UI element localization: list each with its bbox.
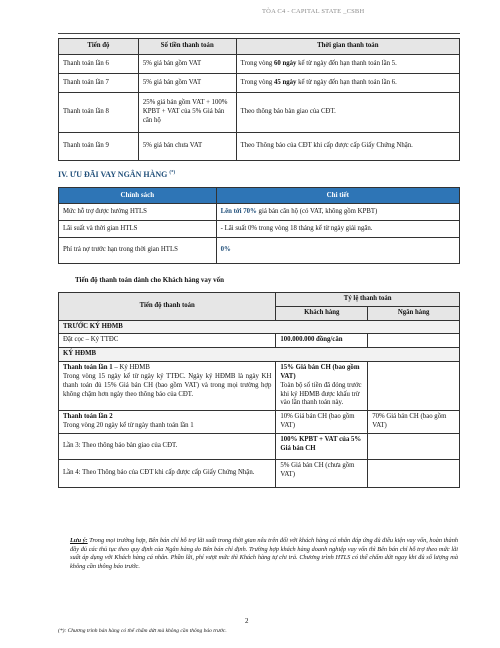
stage-cell: Lần 3: Theo thông báo bàn giao của CĐT. xyxy=(59,433,276,459)
group-row xyxy=(59,348,460,362)
group-label: KÝ HĐMB xyxy=(59,348,460,362)
table-row xyxy=(59,74,460,93)
amount-cell: 25% giá bán gồm VAT + 100% KPBT + VAT của 5% Giá bán căn hộ xyxy=(138,93,236,133)
customer-cell: 100% KPBT + VAT của 5% Giá bán CH xyxy=(276,433,368,459)
amount-cell: 5% giá bán gồm VAT xyxy=(138,74,236,93)
table-row xyxy=(59,459,460,487)
stage-cell: Thanh toán lần 8 xyxy=(59,93,139,133)
table-row xyxy=(59,411,460,434)
customer-cell: 5% Giá bán CH (chưa gồm VAT) xyxy=(276,459,368,487)
customer-cell: 15% Giá bán CH (bao gồm VAT) Toàn bộ số tiền đã đóng trước khi ký HĐMB được khấu trừ vào lần thanh toán này. xyxy=(276,362,368,411)
table-row xyxy=(59,93,460,133)
header-bank: Ngân hàng xyxy=(368,306,460,320)
time-cell: Trong vòng 60 ngày kể từ ngày đến hạn thanh toán lần 5. xyxy=(236,55,459,74)
bank-cell xyxy=(368,459,460,487)
table-header-row xyxy=(59,188,460,204)
policy-cell: Mức hỗ trợ được hưởng HTLS xyxy=(59,204,217,221)
table-row xyxy=(59,204,460,221)
bank-cell xyxy=(368,334,460,348)
stage-cell: Thanh toán lần 1 – Ký HĐMB Trong vòng 15 ngày kể từ ngày ký TTĐC. Ngày ký HĐMB là ngày KH thanh toán đủ 15% Giá bán CH (bao gồm VAT) và trong mọi trường hợp không chậm hơn ngày theo thông báo của CĐT. xyxy=(59,362,276,411)
table-header-row xyxy=(59,293,460,307)
header-time: Thời gian thanh toán xyxy=(236,39,459,55)
loan-schedule-title: Tiến độ thanh toán dành cho Khách hàng vay vốn xyxy=(75,276,225,284)
header-stage: Tiến độ thanh toán xyxy=(59,293,276,321)
document-header: TÒA C4 - CAPITAL STATE _CSBH xyxy=(262,8,365,15)
header-ratio: Tỷ lệ thanh toán xyxy=(276,293,460,307)
table-row xyxy=(59,133,460,161)
time-cell: Theo Thông báo của CĐT khi cấp được cấp Giấy Chứng Nhận. xyxy=(236,133,459,161)
loan-payment-table xyxy=(58,292,460,488)
footnote: (*): Chương trình bán hàng có thể chấm dứt mà không cần thông báo trước. xyxy=(58,628,227,634)
stage-cell: Thanh toán lần 9 xyxy=(59,133,139,161)
stage-cell: Thanh toán lần 2 Trong vòng 20 ngày kể từ ngày thanh toán lần 1 xyxy=(59,411,276,434)
table-row xyxy=(59,55,460,74)
group-label: TRƯỚC KÝ HĐMB xyxy=(59,320,460,334)
bank-cell xyxy=(368,362,460,411)
policy-cell: Lãi suất và thời gian HTLS xyxy=(59,221,217,238)
table-row xyxy=(59,362,460,411)
header-policy: Chính sách xyxy=(59,188,217,204)
table-header-row xyxy=(59,39,460,55)
detail-cell: 0% xyxy=(216,238,459,264)
header-stage: Tiến độ xyxy=(59,39,139,55)
table-row xyxy=(59,221,460,238)
bank-cell: 70% Giá bán CH (bao gồm VAT) xyxy=(368,411,460,434)
bank-cell xyxy=(368,433,460,459)
customer-cell: 10% Giá bán CH (bao gồm VAT) xyxy=(276,411,368,434)
detail-cell: Lên tới 70% giá bán căn hộ (có VAT, không gồm KPBT) xyxy=(216,204,459,221)
time-cell: Trong vòng 45 ngày kể từ ngày đến hạn thanh toán lần 6. xyxy=(236,74,459,93)
detail-cell: - Lãi suất 0% trong vòng 18 tháng kể từ ngày giải ngân. xyxy=(216,221,459,238)
stage-cell: Lần 4: Theo Thông báo của CĐT khi cấp được cấp Giấy Chứng Nhận. xyxy=(59,459,276,487)
page-number: 2 xyxy=(245,617,249,625)
stage-cell: Đặt cọc – Ký TTĐC xyxy=(59,334,276,348)
header-customer: Khách hàng xyxy=(276,306,368,320)
table-row xyxy=(59,433,460,459)
table-row xyxy=(59,334,460,348)
amount-cell: 5% giá bán gồm VAT xyxy=(138,55,236,74)
header-divider xyxy=(58,33,460,34)
stage-cell: Thanh toán lần 6 xyxy=(59,55,139,74)
payment-schedule-table xyxy=(58,38,460,161)
header-detail: Chi tiết xyxy=(216,188,459,204)
loan-note: Lưu ý: Trong mọi trường hợp, Bên bán chỉ hỗ trợ lãi suất trong thời gian nêu trên đối với khách hàng cá nhân đáp ứng đủ điều kiện vay vốn, hoàn thành đầy đủ các thủ tục theo quy định của Ngân hàng do Bên bán chỉ định. Trường hợp khách hàng doanh nghiệp vay vốn thì Bên bán chỉ hỗ trợ theo mức lãi suất áp dụng với Khách hàng cá nhân. Phần lãi, phí vượt mức thì Khách hàng tự chi trả. Chương trình HTLS có thể chấm dứt ngay khi đủ số lượng mà không cần thông báo trước. xyxy=(70,537,458,570)
section-iv-title: IV. ƯU ĐÃI VAY NGÂN HÀNG (*) xyxy=(58,170,176,179)
loan-policy-table xyxy=(58,187,460,264)
customer-cell: 100.000.000 đồng/căn xyxy=(276,334,368,348)
table-row xyxy=(59,238,460,264)
stage-cell: Thanh toán lần 7 xyxy=(59,74,139,93)
header-amount: Số tiền thanh toán xyxy=(138,39,236,55)
time-cell: Theo thông báo bàn giao của CĐT. xyxy=(236,93,459,133)
group-row xyxy=(59,320,460,334)
amount-cell: 5% giá bán chưa VAT xyxy=(138,133,236,161)
policy-cell: Phí trả nợ trước hạn trong thời gian HTLS xyxy=(59,238,217,264)
